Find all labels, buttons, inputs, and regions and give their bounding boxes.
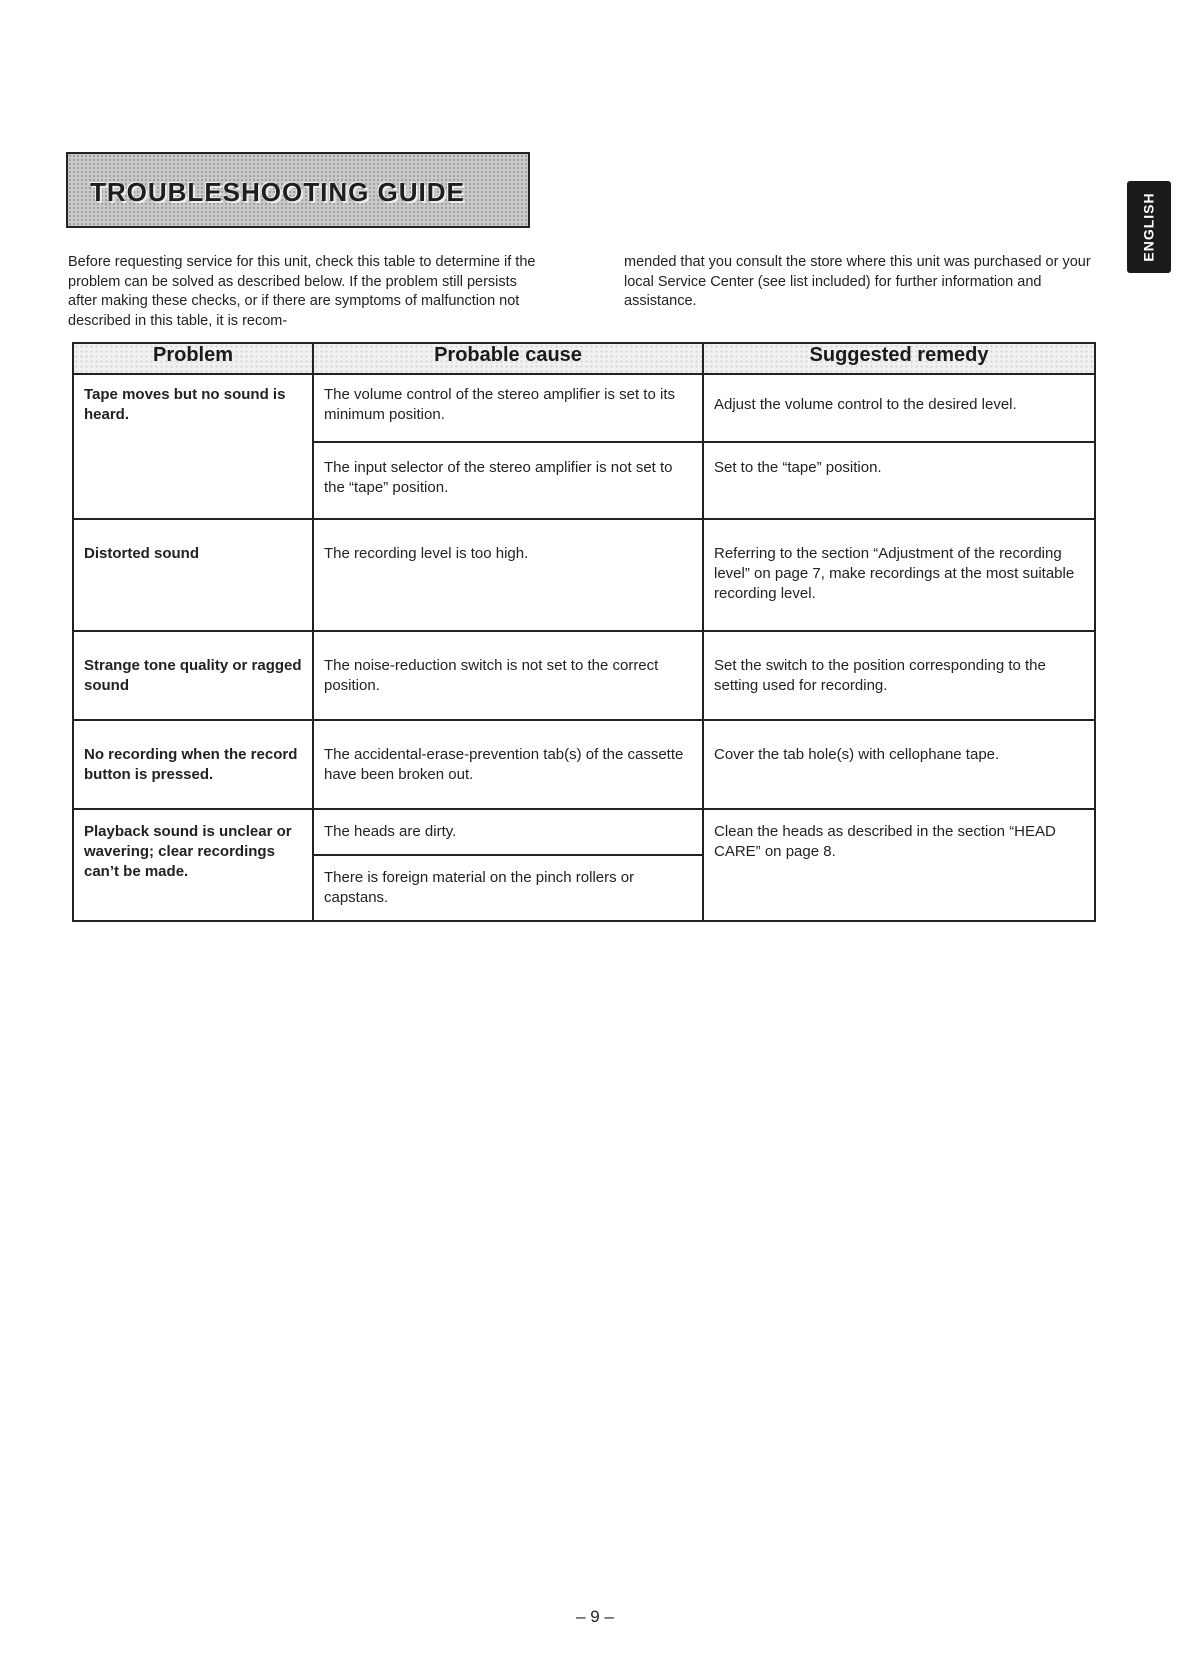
cause-text: The recording level is too high. [324,545,529,562]
language-tab-label: ENGLISH [1141,192,1158,262]
header-problem: Problem [73,343,313,374]
remedy-cell [703,374,1095,442]
remedy-text: Set to the “tape” position. [714,459,882,476]
remedy-cell [703,809,1095,921]
remedy-cell [703,631,1095,720]
problem-text: Playback sound is unclear or wavering; clear recordings can’t be made. [84,823,292,880]
cause-text: The volume control of the stereo amplifier is set to its minimum position. [324,386,675,423]
table-row [73,809,1095,921]
intro-text-right: mended that you consult the store where this unit was purchased or your local Service Center (see list included) for further information and assistance. [624,254,1091,309]
page-title: TROUBLESHOOTING GUIDE [90,177,465,207]
problem-cell [73,519,313,631]
problem-text: No recording when the record button is pressed. [84,746,298,783]
remedy-cell [703,442,1095,519]
remedy-cell [703,720,1095,809]
table-row [73,519,1095,631]
cause-text: The heads are dirty. [314,810,702,856]
table-row [73,374,1095,442]
cause-text: The noise-reduction switch is not set to the correct position. [324,657,659,694]
header-suggested-remedy: Suggested remedy [703,343,1095,374]
problem-cell [73,809,313,921]
remedy-text: Set the switch to the position corresponding to the setting used for recording. [714,657,1046,694]
cause-cell [313,519,703,631]
table-row [73,720,1095,809]
cause-cell [313,809,703,921]
cause-text: The input selector of the stereo amplifier is not set to the “tape” position. [324,459,673,496]
problem-cell [73,374,313,519]
problem-text: Strange tone quality or ragged sound [84,657,302,694]
table-header-row [73,343,1095,374]
intro-text-left: Before requesting service for this unit, check this table to determine if the problem can be solved as described below. If the problem still persists after making these checks, or if there are symptoms of malfunction not described in this table, it is recom- [68,254,536,329]
remedy-text: Cover the tab hole(s) with cellophane tape. [714,746,1000,763]
troubleshooting-table [72,342,1096,922]
cause-text: The accidental-erase-prevention tab(s) of the cassette have been broken out. [324,746,684,783]
remedy-text: Clean the heads as described in the section “HEAD CARE” on page 8. [714,823,1056,860]
page-number: – 9 – [576,1607,614,1626]
remedy-cell [703,519,1095,631]
header-probable-cause: Probable cause [313,343,703,374]
language-tab [1127,181,1171,273]
section-title-banner [66,152,530,228]
cause-text-secondary: There is foreign material on the pinch rollers or capstans. [324,869,635,906]
cause-cell [313,442,703,519]
problem-cell [73,631,313,720]
problem-text: Tape moves but no sound is heard. [84,386,286,423]
cause-cell [313,631,703,720]
remedy-text: Referring to the section “Adjustment of the recording level” on page 7, make recordings at the most suitable recording level. [714,545,1075,602]
cause-cell [313,374,703,442]
table-row [73,631,1095,720]
problem-cell [73,720,313,809]
cause-cell [313,720,703,809]
remedy-text: Adjust the volume control to the desired level. [714,396,1017,413]
problem-text: Distorted sound [84,545,199,562]
